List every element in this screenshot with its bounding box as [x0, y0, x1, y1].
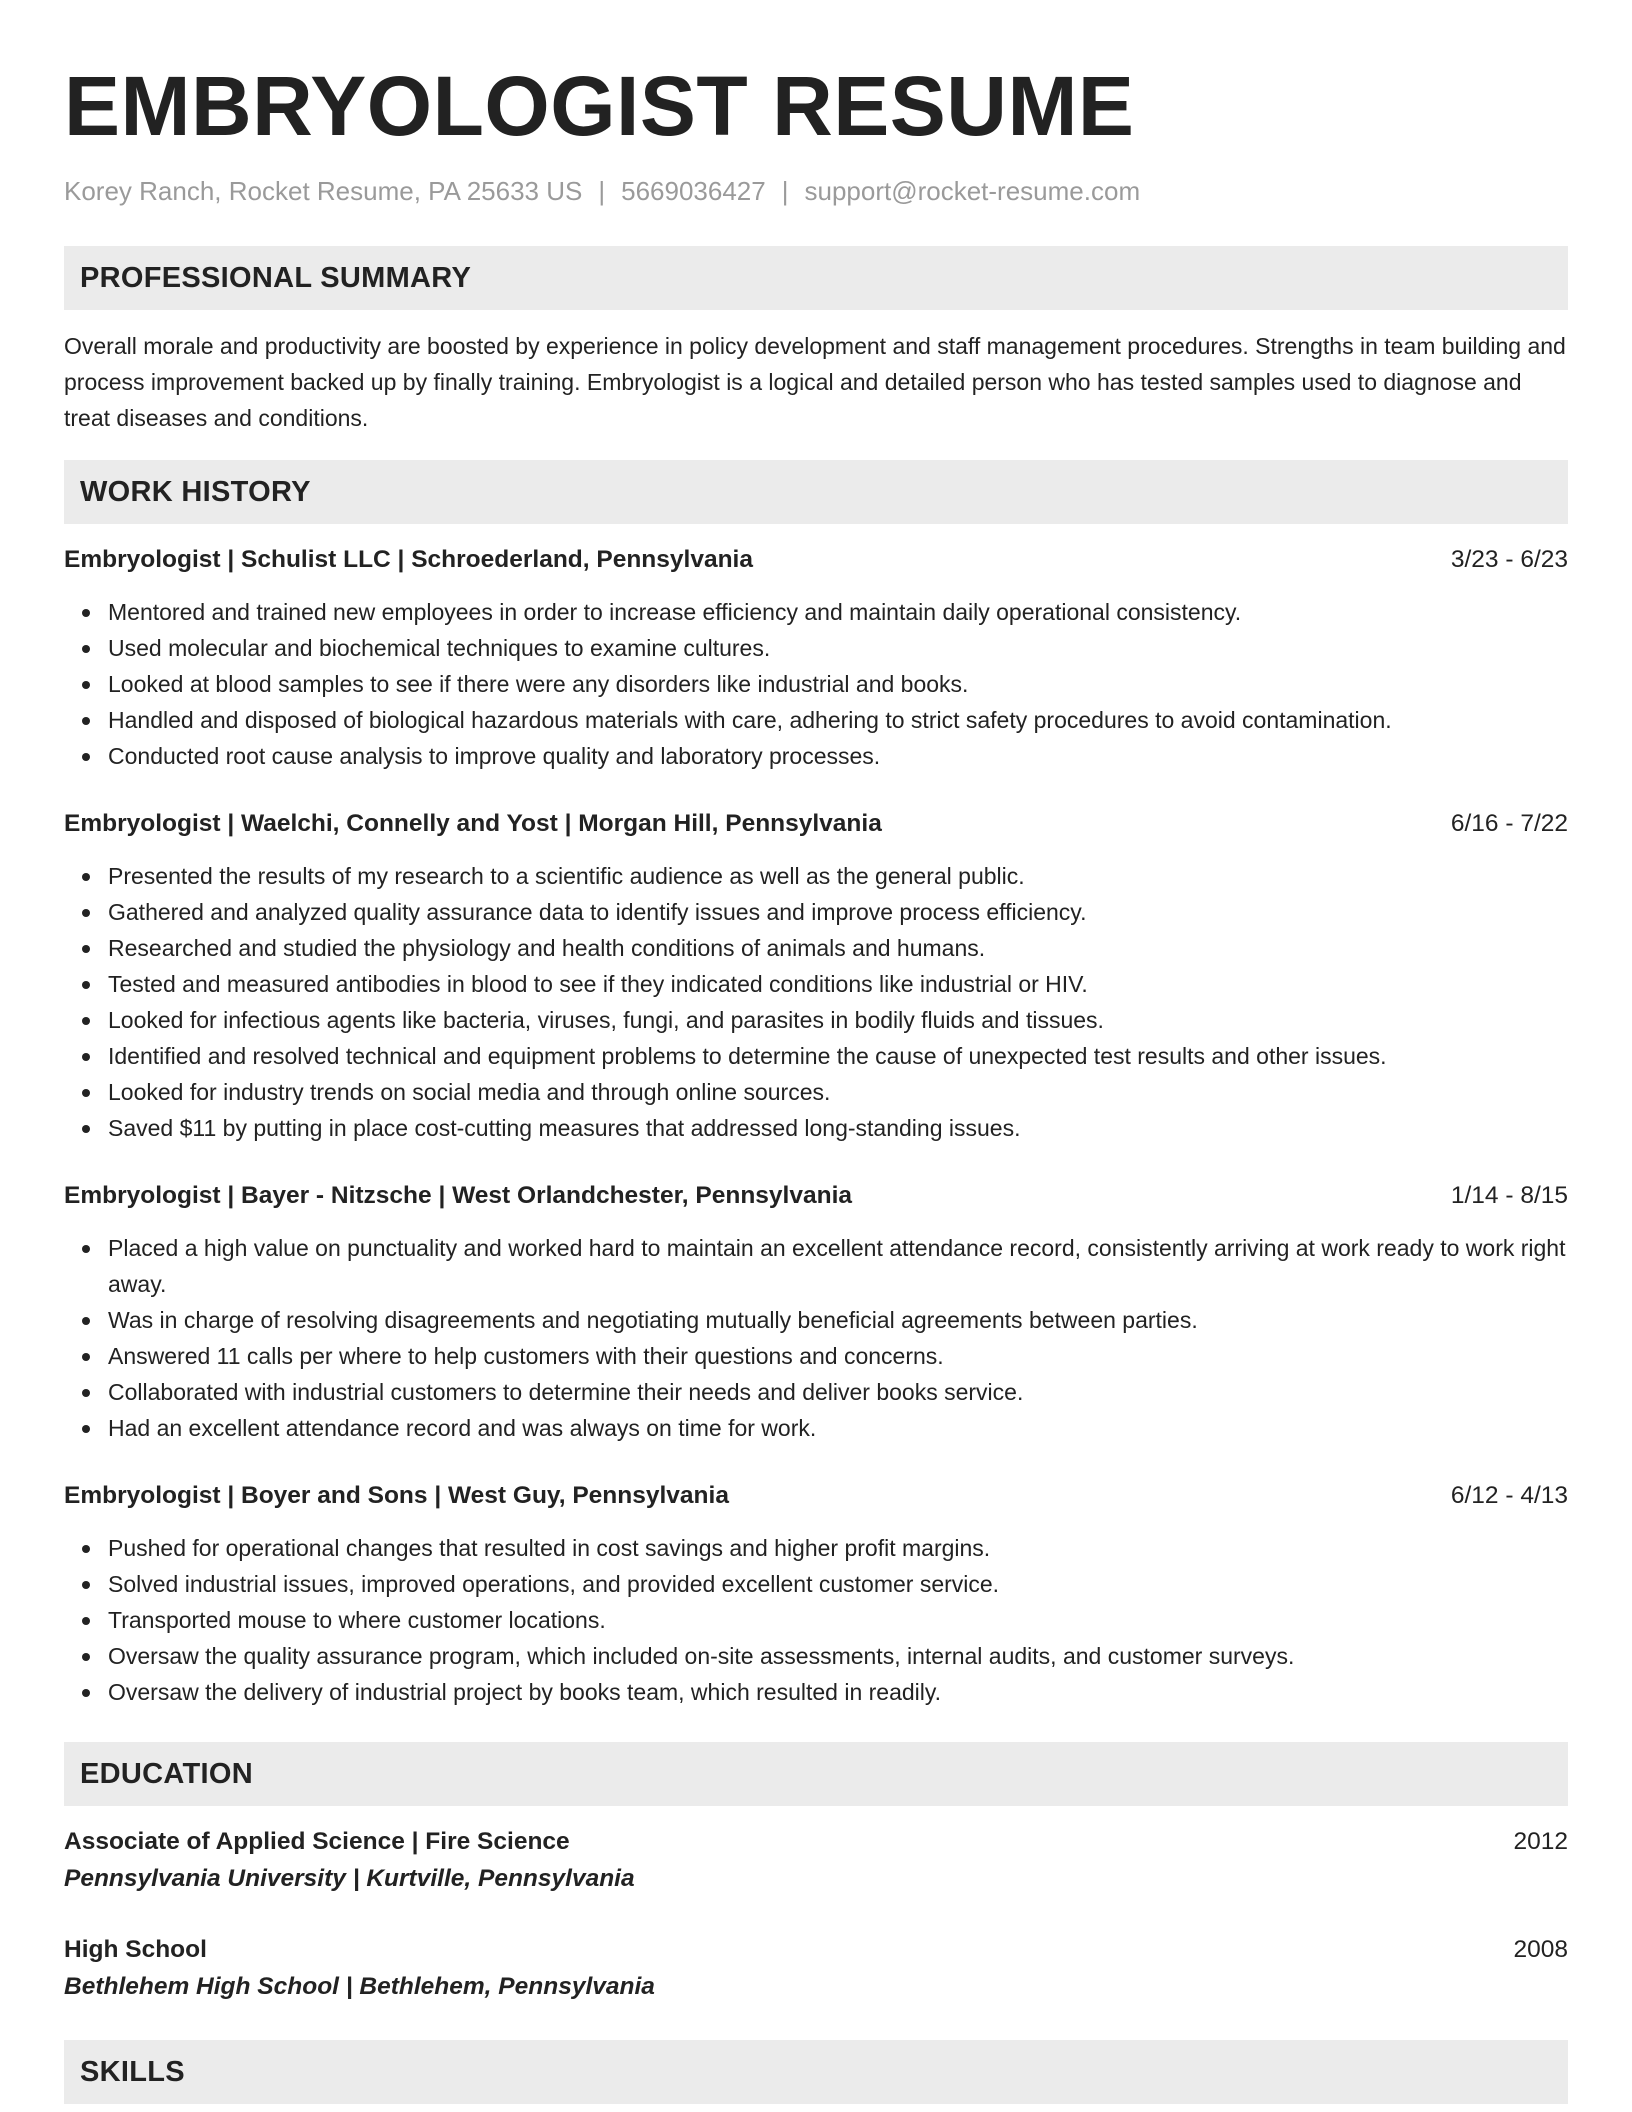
job-header [64, 1178, 1568, 1214]
job-bullet-list [64, 1230, 1568, 1446]
job-bullet: Researched and studied the physiology and health conditions of animals and humans. [108, 930, 1568, 966]
resume-title: EMBRYOLOGIST RESUME [64, 59, 1135, 153]
education-school: Pennsylvania University | Kurtville, Pennsylvania [64, 1865, 635, 1892]
job-title: Embryologist | Waelchi, Connelly and Yost | Morgan Hill, Pennsylvania [64, 810, 882, 837]
job-bullet: Handled and disposed of biological hazardous materials with care, adhering to strict safety procedures to avoid contamination. [108, 702, 1568, 738]
job-bullet: Pushed for operational changes that resulted in cost savings and higher profit margins. [108, 1530, 1568, 1566]
job-dates: 3/23 - 6/23 [1450, 546, 1568, 573]
job-header [64, 542, 1568, 578]
education-degree: High School [64, 1936, 207, 1963]
job-bullet-list [64, 594, 1568, 774]
contact-email: support@rocket-resume.com [804, 176, 1141, 206]
education-degree: Associate of Applied Science | Fire Science [64, 1828, 570, 1855]
job-bullet: Was in charge of resolving disagreements and negotiating mutually beneficial agreements between parties. [108, 1302, 1568, 1338]
education-entry [64, 1932, 1568, 2006]
job-bullet: Looked at blood samples to see if there were any disorders like industrial and books. [108, 666, 1568, 702]
education-entry [64, 1824, 1568, 1898]
job-bullet: Oversaw the delivery of industrial project by books team, which resulted in readily. [108, 1674, 1568, 1710]
job-entry [64, 1478, 1568, 1710]
contact-address: Korey Ranch, Rocket Resume, PA 25633 US [64, 176, 583, 206]
job-header [64, 1478, 1568, 1514]
job-title: Embryologist | Bayer - Nitzsche | West Orlandchester, Pennsylvania [64, 1182, 852, 1209]
job-entry [64, 1178, 1568, 1446]
education-year: 2012 [1513, 1828, 1568, 1855]
job-bullet: Tested and measured antibodies in blood to see if they indicated conditions like industrial or HIV. [108, 966, 1568, 1002]
job-bullet: Oversaw the quality assurance program, which included on-site assessments, internal audits, and customer surveys. [108, 1638, 1568, 1674]
contact-line [64, 174, 1568, 208]
contact-phone: 5669036427 [621, 176, 766, 206]
job-bullet-list [64, 1530, 1568, 1710]
section-heading-summary: PROFESSIONAL SUMMARY [64, 246, 1568, 310]
job-dates: 6/16 - 7/22 [1450, 810, 1568, 837]
job-bullet: Looked for infectious agents like bacteria, viruses, fungi, and parasites in bodily fluids and tissues. [108, 1002, 1568, 1038]
education-school: Bethlehem High School | Bethlehem, Pennsylvania [64, 1973, 655, 2000]
contact-separator: | [781, 176, 789, 206]
job-title: Embryologist | Boyer and Sons | West Guy, Pennsylvania [64, 1482, 729, 1509]
job-title: Embryologist | Schulist LLC | Schroederland, Pennsylvania [64, 546, 753, 573]
education-year: 2008 [1513, 1936, 1568, 1963]
job-header [64, 806, 1568, 842]
job-bullet: Used molecular and biochemical techniques to examine cultures. [108, 630, 1568, 666]
job-bullet: Mentored and trained new employees in order to increase efficiency and maintain daily operational consistency. [108, 594, 1568, 630]
job-dates: 6/12 - 4/13 [1450, 1482, 1568, 1509]
job-bullet: Conducted root cause analysis to improve quality and laboratory processes. [108, 738, 1568, 774]
job-bullet: Looked for industry trends on social media and through online sources. [108, 1074, 1568, 1110]
section-heading-education: EDUCATION [64, 1742, 1568, 1806]
education-header [64, 1824, 1568, 1860]
job-bullet: Collaborated with industrial customers to determine their needs and deliver books service. [108, 1374, 1568, 1410]
job-bullet: Solved industrial issues, improved operations, and provided excellent customer service. [108, 1566, 1568, 1602]
section-heading-skills: SKILLS [64, 2040, 1568, 2104]
job-entry [64, 806, 1568, 1146]
summary-text: Overall morale and productivity are boosted by experience in policy development and staff management procedures. Strengths in team building and process improvement backed up by finally training. Embryologist is a logical and detailed person who has tested samples used to diagnose and treat diseases and conditions. [64, 333, 1566, 431]
job-bullet: Gathered and analyzed quality assurance data to identify issues and improve process efficiency. [108, 894, 1568, 930]
job-bullet: Identified and resolved technical and equipment problems to determine the cause of unexpected test results and other issues. [108, 1038, 1568, 1074]
education-header [64, 1932, 1568, 1968]
contact-separator: | [598, 176, 606, 206]
job-bullet: Had an excellent attendance record and was always on time for work. [108, 1410, 1568, 1446]
job-bullet: Presented the results of my research to a scientific audience as well as the general public. [108, 858, 1568, 894]
job-bullet-list [64, 858, 1568, 1146]
section-heading-work-history: WORK HISTORY [64, 460, 1568, 524]
job-bullet: Saved $11 by putting in place cost-cutting measures that addressed long-standing issues. [108, 1110, 1568, 1146]
job-entry [64, 542, 1568, 774]
job-bullet: Transported mouse to where customer locations. [108, 1602, 1568, 1638]
job-bullet: Placed a high value on punctuality and worked hard to maintain an excellent attendance record, consistently arriving at work ready to work right away. [108, 1230, 1568, 1302]
job-bullet: Answered 11 calls per where to help customers with their questions and concerns. [108, 1338, 1568, 1374]
job-dates: 1/14 - 8/15 [1450, 1182, 1568, 1209]
